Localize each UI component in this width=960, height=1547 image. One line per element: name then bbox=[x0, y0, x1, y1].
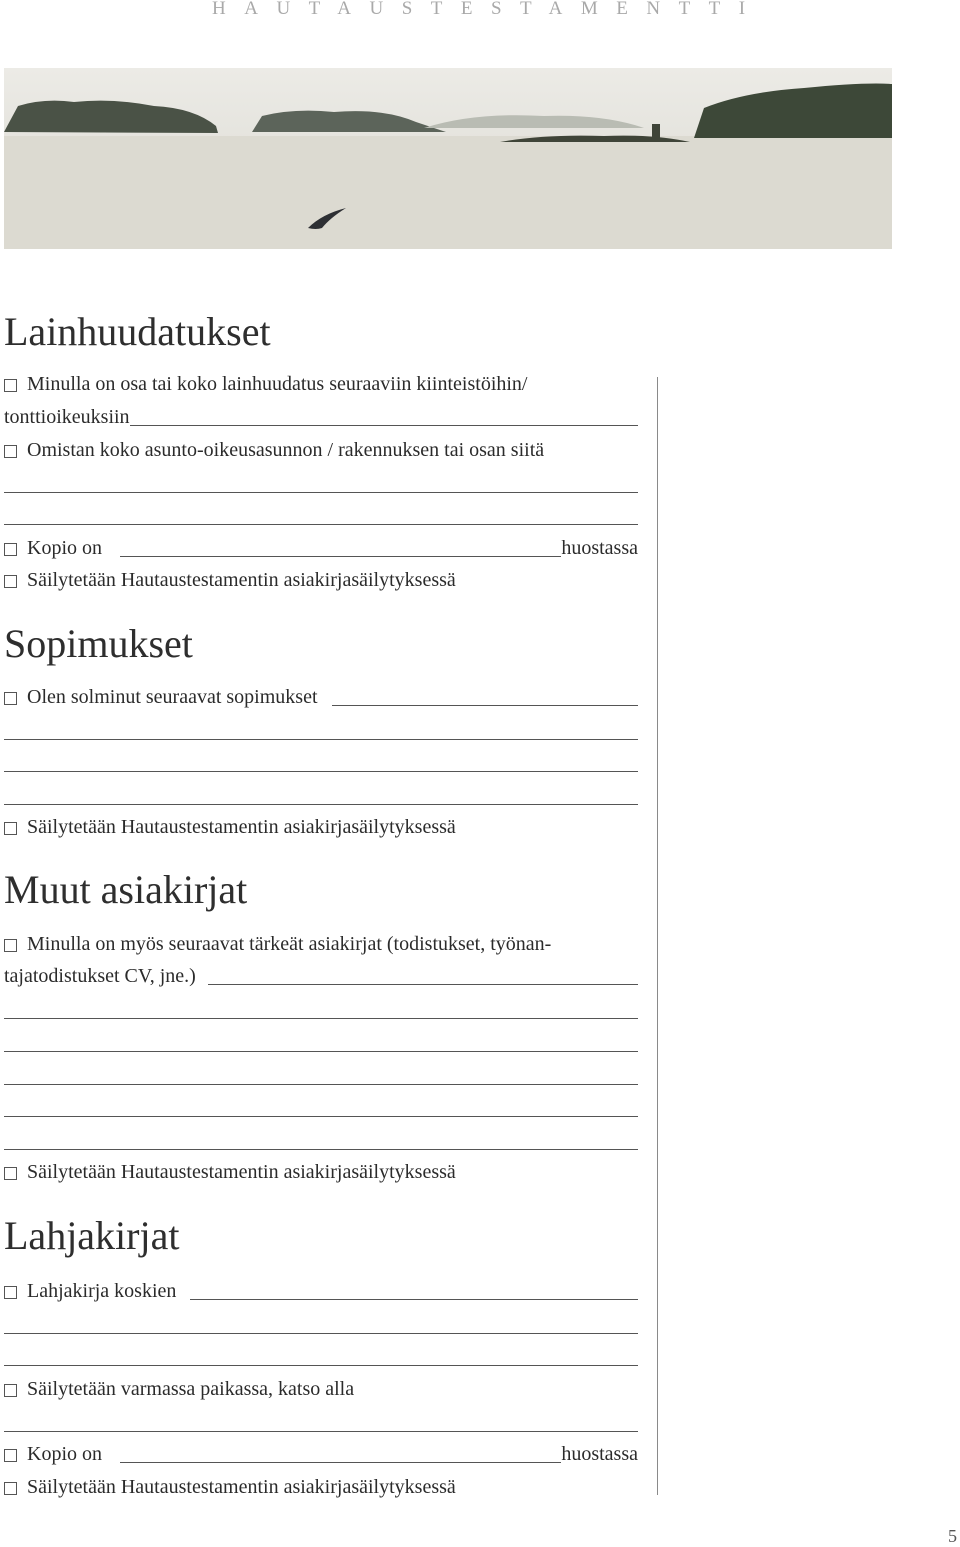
copy-prefix-text: Kopio on bbox=[27, 1443, 102, 1465]
write-in-line[interactable] bbox=[208, 984, 638, 985]
write-in-line[interactable] bbox=[4, 1431, 638, 1432]
write-in-line[interactable] bbox=[4, 1365, 638, 1366]
write-in-line[interactable] bbox=[4, 1116, 638, 1117]
apartment-text: Omistan koko asunto-oikeusasunnon / rakennuksen tai osan siitä bbox=[27, 439, 545, 461]
safe-place-text: Säilytetään varmassa paikassa, katso alla bbox=[27, 1378, 355, 1400]
checkbox[interactable] bbox=[4, 692, 17, 705]
checkbox[interactable] bbox=[4, 379, 17, 392]
write-in-line[interactable] bbox=[130, 425, 638, 426]
stored-checkbox-row[interactable] bbox=[4, 1473, 638, 1499]
contracts-checkbox-row[interactable] bbox=[4, 683, 638, 709]
ownership-text-line2: tonttioikeuksiin bbox=[4, 406, 130, 428]
documents-text-line2: tajatodistukset CV, jne.) bbox=[4, 965, 196, 987]
checkbox[interactable] bbox=[4, 1384, 17, 1397]
write-in-line[interactable] bbox=[4, 804, 638, 805]
stored-text: Säilytetään Hautaustestamentin asiakirjasäilytyksessä bbox=[27, 816, 456, 838]
write-in-line[interactable] bbox=[4, 1051, 638, 1052]
seascape-photo bbox=[4, 68, 892, 249]
stored-checkbox-row[interactable] bbox=[4, 566, 638, 592]
ownership-continuation-row bbox=[4, 403, 638, 429]
write-in-line[interactable] bbox=[4, 1149, 638, 1150]
contracts-text: Olen solminut seuraavat sopimukset bbox=[27, 686, 318, 708]
write-in-line[interactable] bbox=[190, 1299, 638, 1300]
write-in-line[interactable] bbox=[4, 1018, 638, 1019]
stored-text: Säilytetään Hautaustestamentin asiakirjasäilytyksessä bbox=[27, 1161, 456, 1183]
write-in-line[interactable] bbox=[4, 492, 638, 493]
gift-deed-text: Lahjakirja koskien bbox=[27, 1280, 177, 1302]
column-divider bbox=[657, 377, 658, 1495]
copy-suffix-text: huostassa bbox=[561, 537, 638, 559]
copy-holder-line[interactable] bbox=[120, 556, 561, 557]
checkbox[interactable] bbox=[4, 939, 17, 952]
documents-continuation-row bbox=[4, 962, 638, 988]
checkbox[interactable] bbox=[4, 822, 17, 835]
checkbox[interactable] bbox=[4, 575, 17, 588]
copy-holder-row[interactable] bbox=[4, 1440, 638, 1466]
ownership-text-line1: Minulla on osa tai koko lainhuudatus seuraaviin kiinteistöihin/ bbox=[27, 373, 528, 395]
stored-checkbox-row[interactable] bbox=[4, 1158, 638, 1184]
documents-checkbox-row[interactable] bbox=[4, 930, 638, 956]
copy-suffix-text: huostassa bbox=[561, 1443, 638, 1465]
apartment-checkbox-row[interactable] bbox=[4, 436, 638, 462]
ownership-checkbox-row[interactable] bbox=[4, 370, 638, 396]
safe-place-checkbox-row[interactable] bbox=[4, 1375, 638, 1401]
section-heading-muut-asiakirjat: Muut asiakirjat bbox=[4, 867, 248, 912]
checkbox[interactable] bbox=[4, 1482, 17, 1495]
copy-holder-line[interactable] bbox=[120, 1462, 561, 1463]
write-in-line[interactable] bbox=[4, 1333, 638, 1334]
write-in-line[interactable] bbox=[4, 1084, 638, 1085]
section-heading-sopimukset: Sopimukset bbox=[4, 621, 193, 666]
stored-text: Säilytetään Hautaustestamentin asiakirjasäilytyksessä bbox=[27, 569, 456, 591]
checkbox[interactable] bbox=[4, 1167, 17, 1180]
page-number: 5 bbox=[948, 1526, 957, 1546]
checkbox[interactable] bbox=[4, 1286, 17, 1299]
section-heading-lainhuudatukset: Lainhuudatukset bbox=[4, 309, 271, 354]
documents-text-line1: Minulla on myös seuraavat tärkeät asiakirjat (todistukset, työnan- bbox=[27, 933, 552, 955]
checkbox[interactable] bbox=[4, 1449, 17, 1462]
copy-prefix-text: Kopio on bbox=[27, 537, 102, 559]
stored-checkbox-row[interactable] bbox=[4, 813, 638, 839]
section-heading-lahjakirjat: Lahjakirjat bbox=[4, 1213, 180, 1258]
checkbox[interactable] bbox=[4, 445, 17, 458]
write-in-line[interactable] bbox=[4, 771, 638, 772]
write-in-line[interactable] bbox=[332, 705, 638, 706]
document-header: HAUTAUSTESTAMENTTI bbox=[212, 0, 764, 19]
write-in-line[interactable] bbox=[4, 524, 638, 525]
copy-holder-row[interactable] bbox=[4, 534, 638, 560]
checkbox[interactable] bbox=[4, 543, 17, 556]
write-in-line[interactable] bbox=[4, 739, 638, 740]
gift-deed-checkbox-row[interactable] bbox=[4, 1277, 638, 1303]
stored-text: Säilytetään Hautaustestamentin asiakirjasäilytyksessä bbox=[27, 1476, 456, 1498]
